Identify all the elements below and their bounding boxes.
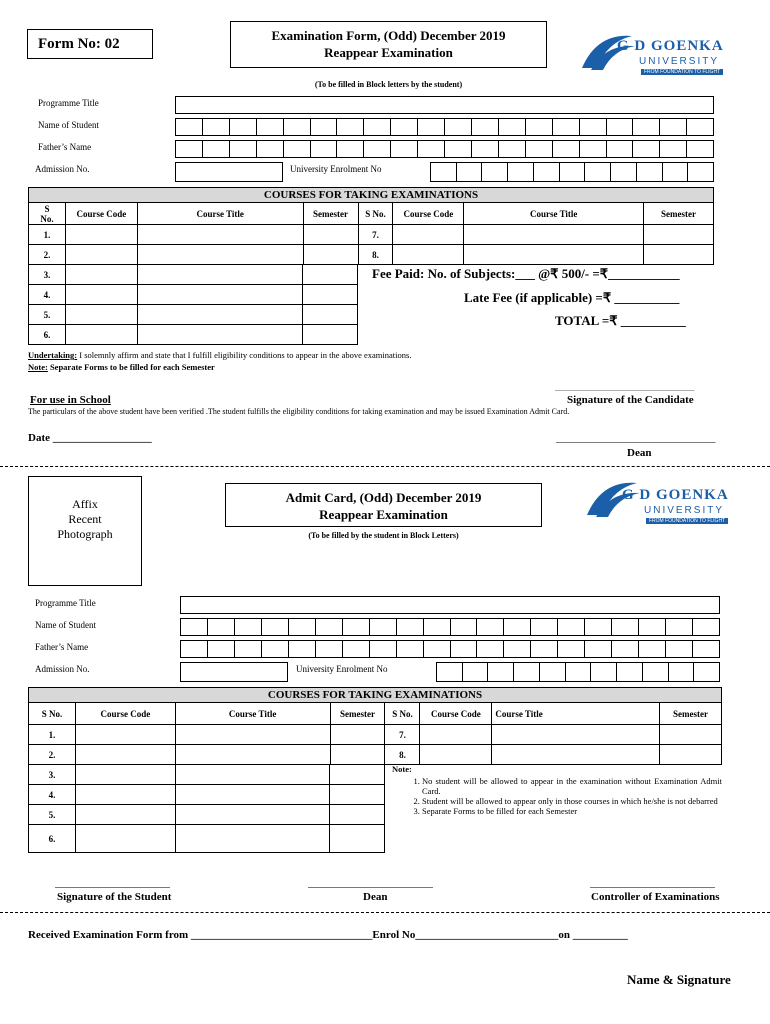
undertaking bbox=[28, 350, 411, 360]
undertaking-text: I solemnly affirm and state that I fulfill eligibility conditions to appear in the above examinations. bbox=[77, 350, 412, 360]
semester-cell[interactable] bbox=[303, 225, 358, 245]
courses-table bbox=[28, 202, 714, 265]
course-code-cell[interactable] bbox=[65, 265, 137, 285]
row-number: 3. bbox=[29, 265, 66, 285]
admit-notes bbox=[392, 764, 722, 816]
table-row bbox=[29, 245, 714, 265]
col-code2: Course Code bbox=[420, 703, 492, 725]
table-row bbox=[29, 265, 358, 285]
row-number: 4. bbox=[29, 285, 66, 305]
logo-sub-text: UNIVERSITY bbox=[639, 56, 720, 67]
dean-signature-line: _____________________________ bbox=[556, 432, 716, 444]
admit-title: Admit Card, (Odd) December 2019 bbox=[285, 490, 482, 505]
candidate-signature-label: Signature of the Candidate bbox=[567, 394, 694, 406]
semester-cell[interactable] bbox=[330, 725, 385, 745]
row-number: 5. bbox=[29, 805, 76, 825]
col-title2: Course Title bbox=[464, 203, 644, 225]
course-title-cell[interactable] bbox=[137, 265, 302, 285]
admit-enrolment-label: University Enrolment No bbox=[296, 664, 388, 674]
photo-text-1: Affix bbox=[72, 497, 98, 511]
course-title-cell[interactable] bbox=[137, 245, 303, 265]
fee-paid: Fee Paid: No. of Subjects:___ @₹ 500/- =₹___________ bbox=[372, 266, 680, 281]
semester-cell[interactable] bbox=[303, 325, 358, 345]
admit-name-label: Name of Student bbox=[35, 620, 96, 630]
course-code-cell[interactable] bbox=[75, 745, 175, 765]
course-title-cell[interactable] bbox=[175, 805, 330, 825]
course-code-cell[interactable] bbox=[75, 765, 175, 785]
col-sno bbox=[29, 203, 66, 225]
logo-tagline: FROM FOUNDATION TO FLIGHT bbox=[641, 69, 723, 75]
table-row bbox=[29, 745, 722, 765]
admission-label: Admission No. bbox=[35, 164, 90, 174]
table-row bbox=[29, 225, 714, 245]
semester-cell[interactable] bbox=[660, 725, 722, 745]
admit-title-box bbox=[225, 483, 542, 527]
col-sem2: Semester bbox=[660, 703, 722, 725]
father-input[interactable] bbox=[175, 140, 714, 158]
col-code: Course Code bbox=[65, 203, 137, 225]
coe-label: Controller of Examinations bbox=[591, 891, 720, 903]
programme-input[interactable] bbox=[175, 96, 714, 114]
table-row bbox=[29, 285, 358, 305]
university-logo bbox=[577, 28, 752, 80]
admit-father-input[interactable] bbox=[180, 640, 720, 658]
admit-admission-label: Admission No. bbox=[35, 664, 90, 674]
table-row bbox=[29, 785, 385, 805]
semester-cell[interactable] bbox=[644, 245, 714, 265]
course-title-cell[interactable] bbox=[175, 745, 330, 765]
admit-programme-label: Programme Title bbox=[35, 598, 96, 608]
table-row bbox=[29, 305, 358, 325]
university-logo-2 bbox=[582, 475, 757, 527]
col-sno-b: No. bbox=[40, 213, 54, 224]
logo-tagline: FROM FOUNDATION TO FLIGHT bbox=[646, 518, 728, 524]
course-code-cell[interactable] bbox=[65, 325, 137, 345]
school-verification-text: The particulars of the above student have been verified .The student fulfills the eligibility conditions for taking examination and may be issued Examination Admit Card. bbox=[28, 407, 570, 416]
admit-dean-label: Dean bbox=[363, 891, 388, 903]
admit-note-list bbox=[392, 776, 722, 816]
course-title-cell[interactable] bbox=[464, 245, 644, 265]
enrolment-input[interactable] bbox=[430, 162, 714, 182]
semester-cell[interactable] bbox=[330, 785, 385, 805]
course-title-cell[interactable] bbox=[175, 765, 330, 785]
course-title-cell[interactable] bbox=[175, 785, 330, 805]
programme-label: Programme Title bbox=[38, 98, 99, 108]
admit-courses-table-left bbox=[28, 764, 385, 853]
form-number-box: Form No: 02 bbox=[27, 29, 153, 59]
admit-note-heading: Note: bbox=[392, 764, 412, 774]
course-title-cell[interactable] bbox=[175, 725, 330, 745]
row-number: 6. bbox=[29, 825, 76, 853]
admit-note-item: 2. Student will be allowed to appear only in those courses in which he/she is not debarred bbox=[422, 796, 722, 806]
photo-text-2: Recent bbox=[68, 512, 102, 526]
row-number: 1. bbox=[29, 225, 66, 245]
row-number: 1. bbox=[29, 725, 76, 745]
semester-cell[interactable] bbox=[660, 745, 722, 765]
semester-cell[interactable] bbox=[330, 805, 385, 825]
receipt-name-signature: Name & Signature bbox=[627, 972, 731, 987]
admit-courses-header-row bbox=[29, 703, 722, 725]
row-number: 8. bbox=[385, 745, 420, 765]
name-input[interactable] bbox=[175, 118, 714, 136]
course-code-cell[interactable] bbox=[420, 725, 492, 745]
row-number: 7. bbox=[358, 225, 393, 245]
table-row bbox=[29, 805, 385, 825]
student-signature-label: Signature of the Student bbox=[57, 891, 172, 903]
cut-line-2 bbox=[0, 912, 770, 913]
row-number: 2. bbox=[29, 745, 76, 765]
courses-heading: COURSES FOR TAKING EXAMINATIONS bbox=[28, 187, 714, 203]
row-number: 2. bbox=[29, 245, 66, 265]
col-title: Course Title bbox=[175, 703, 330, 725]
note-label: Note: bbox=[28, 362, 48, 372]
course-title-cell[interactable] bbox=[137, 285, 302, 305]
col-sno-a: S bbox=[44, 203, 50, 214]
courses-header-row bbox=[29, 203, 714, 225]
admission-input[interactable] bbox=[175, 162, 283, 182]
course-code-cell[interactable] bbox=[65, 245, 137, 265]
semester-cell[interactable] bbox=[303, 245, 358, 265]
col-code2: Course Code bbox=[393, 203, 464, 225]
table-row bbox=[29, 325, 358, 345]
admit-programme-input[interactable] bbox=[180, 596, 720, 614]
col-code: Course Code bbox=[75, 703, 175, 725]
row-number: 8. bbox=[358, 245, 393, 265]
semester-cell[interactable] bbox=[644, 225, 714, 245]
table-row bbox=[29, 765, 385, 785]
semester-cell[interactable] bbox=[303, 305, 358, 325]
col-sno2: S No. bbox=[385, 703, 420, 725]
photo-box bbox=[28, 476, 142, 586]
table-row bbox=[29, 825, 385, 853]
table-row bbox=[29, 725, 722, 745]
admit-note-item: 3. Separate Forms to be filled for each Semester bbox=[422, 806, 722, 816]
school-heading: For use in School bbox=[30, 394, 111, 406]
admit-note-item: 1. No student will be allowed to appear in the examination without Examination Admit Card. bbox=[422, 776, 722, 796]
total-fee: TOTAL =₹ __________ bbox=[555, 313, 686, 328]
coe-signature-line: _________________________ bbox=[590, 878, 715, 889]
semester-cell[interactable] bbox=[330, 765, 385, 785]
semester-cell[interactable] bbox=[303, 265, 358, 285]
exam-form-subtitle: Reappear Examination bbox=[324, 45, 453, 60]
receipt-line: Received Examination Form from _________________________________Enrol No__________________________on __________ bbox=[28, 929, 628, 941]
date-field: Date __________________ bbox=[28, 432, 152, 444]
course-code-cell[interactable] bbox=[420, 745, 492, 765]
candidate-signature-line: _______________________________ bbox=[555, 382, 695, 392]
semester-cell[interactable] bbox=[330, 825, 385, 853]
course-code-cell[interactable] bbox=[75, 805, 175, 825]
col-sno: S No. bbox=[29, 703, 76, 725]
admit-admission-input[interactable] bbox=[180, 662, 288, 682]
course-code-cell[interactable] bbox=[393, 225, 464, 245]
admit-fill-note: (To be filled by the student in Block Letters) bbox=[308, 531, 459, 540]
name-label: Name of Student bbox=[38, 120, 99, 130]
enrolment-label: University Enrolment No bbox=[290, 164, 382, 174]
student-signature-line: _______________________ bbox=[55, 878, 170, 889]
course-code-cell[interactable] bbox=[75, 825, 175, 853]
col-sem: Semester bbox=[330, 703, 385, 725]
logo-sub-text: UNIVERSITY bbox=[644, 505, 725, 516]
col-sno2: S No. bbox=[358, 203, 393, 225]
course-title-cell[interactable] bbox=[464, 225, 644, 245]
dean-signature-line-2: _________________________ bbox=[308, 878, 433, 889]
course-title-cell[interactable] bbox=[492, 725, 660, 745]
exam-form-title: Examination Form, (Odd) December 2019 bbox=[271, 28, 506, 43]
photo-text-3: Photograph bbox=[57, 527, 113, 541]
row-number: 5. bbox=[29, 305, 66, 325]
admit-courses-heading: COURSES FOR TAKING EXAMINATIONS bbox=[28, 687, 722, 703]
admit-name-input[interactable] bbox=[180, 618, 720, 636]
course-code-cell[interactable] bbox=[75, 785, 175, 805]
admit-courses-table bbox=[28, 702, 722, 765]
logo-main-text: G D GOENKA bbox=[617, 38, 724, 54]
courses-table-left bbox=[28, 264, 358, 345]
semester-cell[interactable] bbox=[330, 745, 385, 765]
admit-enrolment-input[interactable] bbox=[436, 662, 720, 682]
row-number: 7. bbox=[385, 725, 420, 745]
admit-subtitle: Reappear Examination bbox=[319, 507, 448, 522]
row-number: 3. bbox=[29, 765, 76, 785]
course-code-cell[interactable] bbox=[65, 305, 137, 325]
course-code-cell[interactable] bbox=[393, 245, 464, 265]
logo-main-text: G D GOENKA bbox=[622, 487, 729, 503]
course-title-cell[interactable] bbox=[137, 225, 303, 245]
col-title: Course Title bbox=[137, 203, 303, 225]
father-label: Father’s Name bbox=[38, 142, 92, 152]
col-sem2: Semester bbox=[644, 203, 714, 225]
course-code-cell[interactable] bbox=[65, 285, 137, 305]
course-code-cell[interactable] bbox=[75, 725, 175, 745]
course-title-cell[interactable] bbox=[137, 305, 302, 325]
separate-forms-note bbox=[28, 362, 215, 372]
col-sem: Semester bbox=[303, 203, 358, 225]
exam-form-title-box bbox=[230, 21, 547, 68]
semester-cell[interactable] bbox=[303, 285, 358, 305]
note-text: Separate Forms to be filled for each Semester bbox=[47, 362, 215, 372]
admit-father-label: Father’s Name bbox=[35, 642, 89, 652]
cut-line-1 bbox=[0, 466, 770, 467]
col-title2: Course Title bbox=[492, 703, 660, 725]
row-number: 4. bbox=[29, 785, 76, 805]
course-title-cell[interactable] bbox=[492, 745, 660, 765]
course-title-cell[interactable] bbox=[175, 825, 330, 853]
dean-label: Dean bbox=[627, 447, 652, 459]
course-code-cell[interactable] bbox=[65, 225, 137, 245]
fill-note: (To be filled in Block letters by the student) bbox=[314, 80, 463, 89]
course-title-cell[interactable] bbox=[137, 325, 302, 345]
undertaking-label: Undertaking: bbox=[28, 350, 78, 360]
row-number: 6. bbox=[29, 325, 66, 345]
late-fee: Late Fee (if applicable) =₹ __________ bbox=[464, 290, 680, 305]
